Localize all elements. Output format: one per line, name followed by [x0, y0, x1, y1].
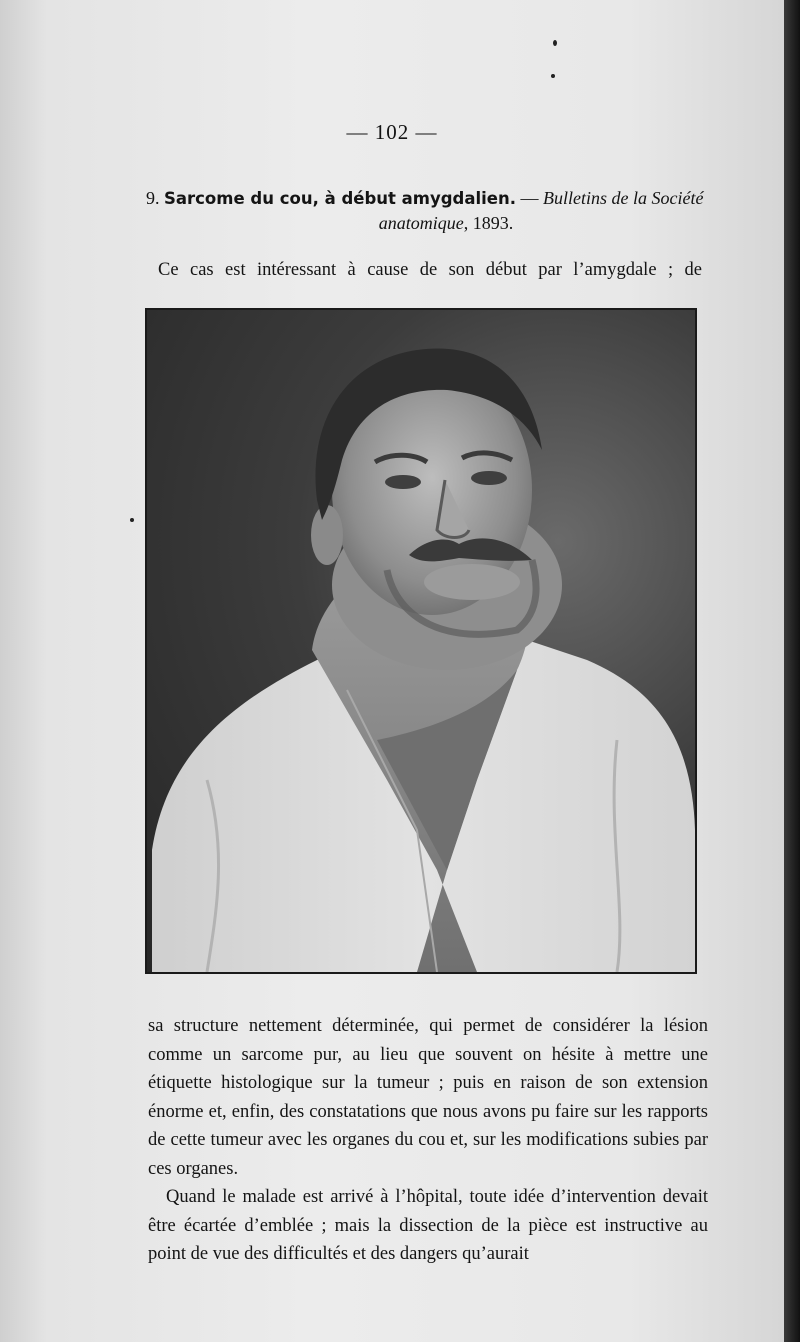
journal-reference-cont: anatomique — [378, 213, 464, 233]
paper-speck — [130, 518, 134, 522]
heading-line-2 — [146, 211, 706, 235]
journal-reference: Bulletins de la Société — [543, 188, 704, 208]
page-edge-shadow — [784, 0, 800, 1342]
section-heading — [146, 186, 706, 235]
publication-year: , 1893. — [463, 213, 514, 233]
paper-speck — [553, 40, 557, 46]
intro-line: Ce cas est intéressant à cause de son début par l’amygdale ; de — [158, 260, 702, 280]
body-text — [148, 1012, 708, 1269]
paragraph-2: Quand le malade est arrivé à l’hôpital, toute idée d’intervention devait être écartée d’emblée ; mais la dissection de la pièce est instructive au point de vue des difficultés et des dangers qu’aurait — [148, 1187, 708, 1264]
paragraph-1: sa structure nettement déterminée, qui permet de considérer la lésion comme un sarcome pur, au lieu que souvent on hésite à mettre une étiquette histologique sur la tumeur ; puis en raison de son extension énorme et, enfin, des constatations que nous avons pu faire sur les rapports de cette tumeur avec les organes du cou et, sur les modifications subies par ces organes. — [148, 1016, 708, 1179]
paper-speck — [551, 74, 555, 78]
section-title: Sarcome du cou, à début amygdalien. — [164, 189, 517, 208]
section-number: 9. — [146, 188, 160, 208]
patient-photograph — [145, 308, 697, 974]
heading-separator: — — [520, 188, 539, 208]
page-number: — 102 — — [346, 120, 438, 144]
